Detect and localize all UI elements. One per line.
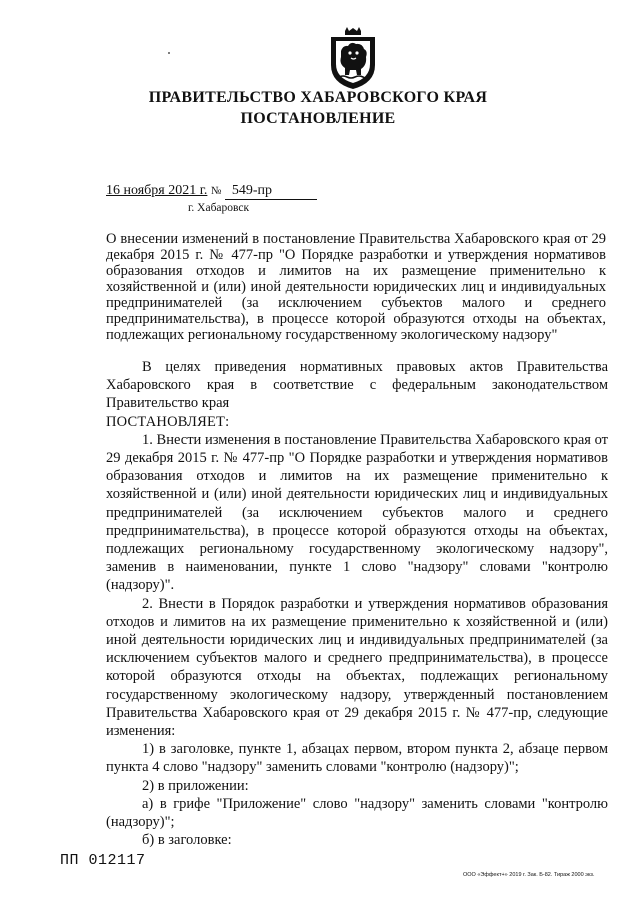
decree-word: ПОСТАНОВЛЯЕТ:	[106, 413, 230, 430]
paragraph-1: 1. Внести изменения в постановление Правительства Хабаровского края от 29 декабря 2015 г. № 477-пр "О Порядке разработки и утверждения нормативов образования отходов и лимитов на их размещение применительно к хозяйственной и (или) иной деятельности юридических лиц и индивидуальных предпринимателей (за исключением субъектов малого и среднего предпринимательства), в процессе которой образуются отходы на объектах, подлежащих региональному государственному экологическому надзору", заменив в наименовании, пункте 1 слово "надзору" словами "контролю (надзору)".	[106, 431, 608, 594]
paragraph-2-item-2a: а) в грифе "Приложение" слово "надзору" заменить словами "контролю (надзору)";	[106, 795, 608, 831]
document-number-field	[225, 183, 317, 200]
document-date: 16 ноября 2021 г.	[106, 183, 208, 198]
preamble-paragraph: В целях приведения нормативных правовых актов Правительства Хабаровского края в соответствие с федеральным законодательством Правительство края	[106, 359, 608, 412]
paragraph-2-item-1: 1) в заголовке, пункте 1, абзацах первом, втором пункта 2, абзаце первом пункта 4 слово "надзору" заменить словами "контролю (надзору)";	[106, 741, 608, 776]
document-city: г. Хабаровск	[188, 202, 250, 214]
government-title: ПРАВИТЕЛЬСТВО ХАБАРОВСКОГО КРАЯ	[148, 89, 488, 106]
coat-of-arms-icon	[325, 27, 381, 91]
document-type: ПОСТАНОВЛЕНИЕ	[240, 110, 396, 127]
number-sign: №	[210, 185, 222, 197]
paragraph-2-item-2: 2) в приложении:	[142, 777, 249, 794]
document-body	[106, 358, 608, 849]
date-number-line	[106, 183, 317, 200]
scan-speck	[168, 52, 170, 54]
paragraph-2-item-2b: б) в заголовке:	[142, 832, 232, 849]
form-serial-number: ПП 012117	[60, 852, 146, 869]
paragraph-2: 2. Внести в Порядок разработки и утверждения нормативов образования отходов и лимитов на их размещение применительно к хозяйственной и (или) иной деятельности юридических лиц и индивидуальных предпринимателей (за исключением субъектов малого и среднего предпринимательства), в процессе которой образуются отходы на объектах, подлежащих региональному государственному экологическому надзору, утвержденный постановлением Правительства Хабаровского края от 29 декабря 2015 г. № 477-пр, следующие изменения:	[106, 595, 608, 740]
document-subject: О внесении изменений в постановление Правительства Хабаровского края от 29 декабря 2015 г. № 477-пр "О Порядке разработки и утверждения нормативов образования отходов и лимитов на их размещение применительно к хозяйственной и (или) иной деятельности юридических лиц и индивидуальных предпринимателей (за исключением субъектов малого и среднего предпринимательства), в процессе которой образуются отходы на объектах, подлежащих региональному государственному экологическому надзору"	[106, 231, 606, 343]
printer-imprint: ООО «Эффект+» 2019 г. Зак. Б-82. Тираж 2000 экз.	[463, 872, 595, 878]
document-number: 549-пр	[231, 183, 273, 198]
